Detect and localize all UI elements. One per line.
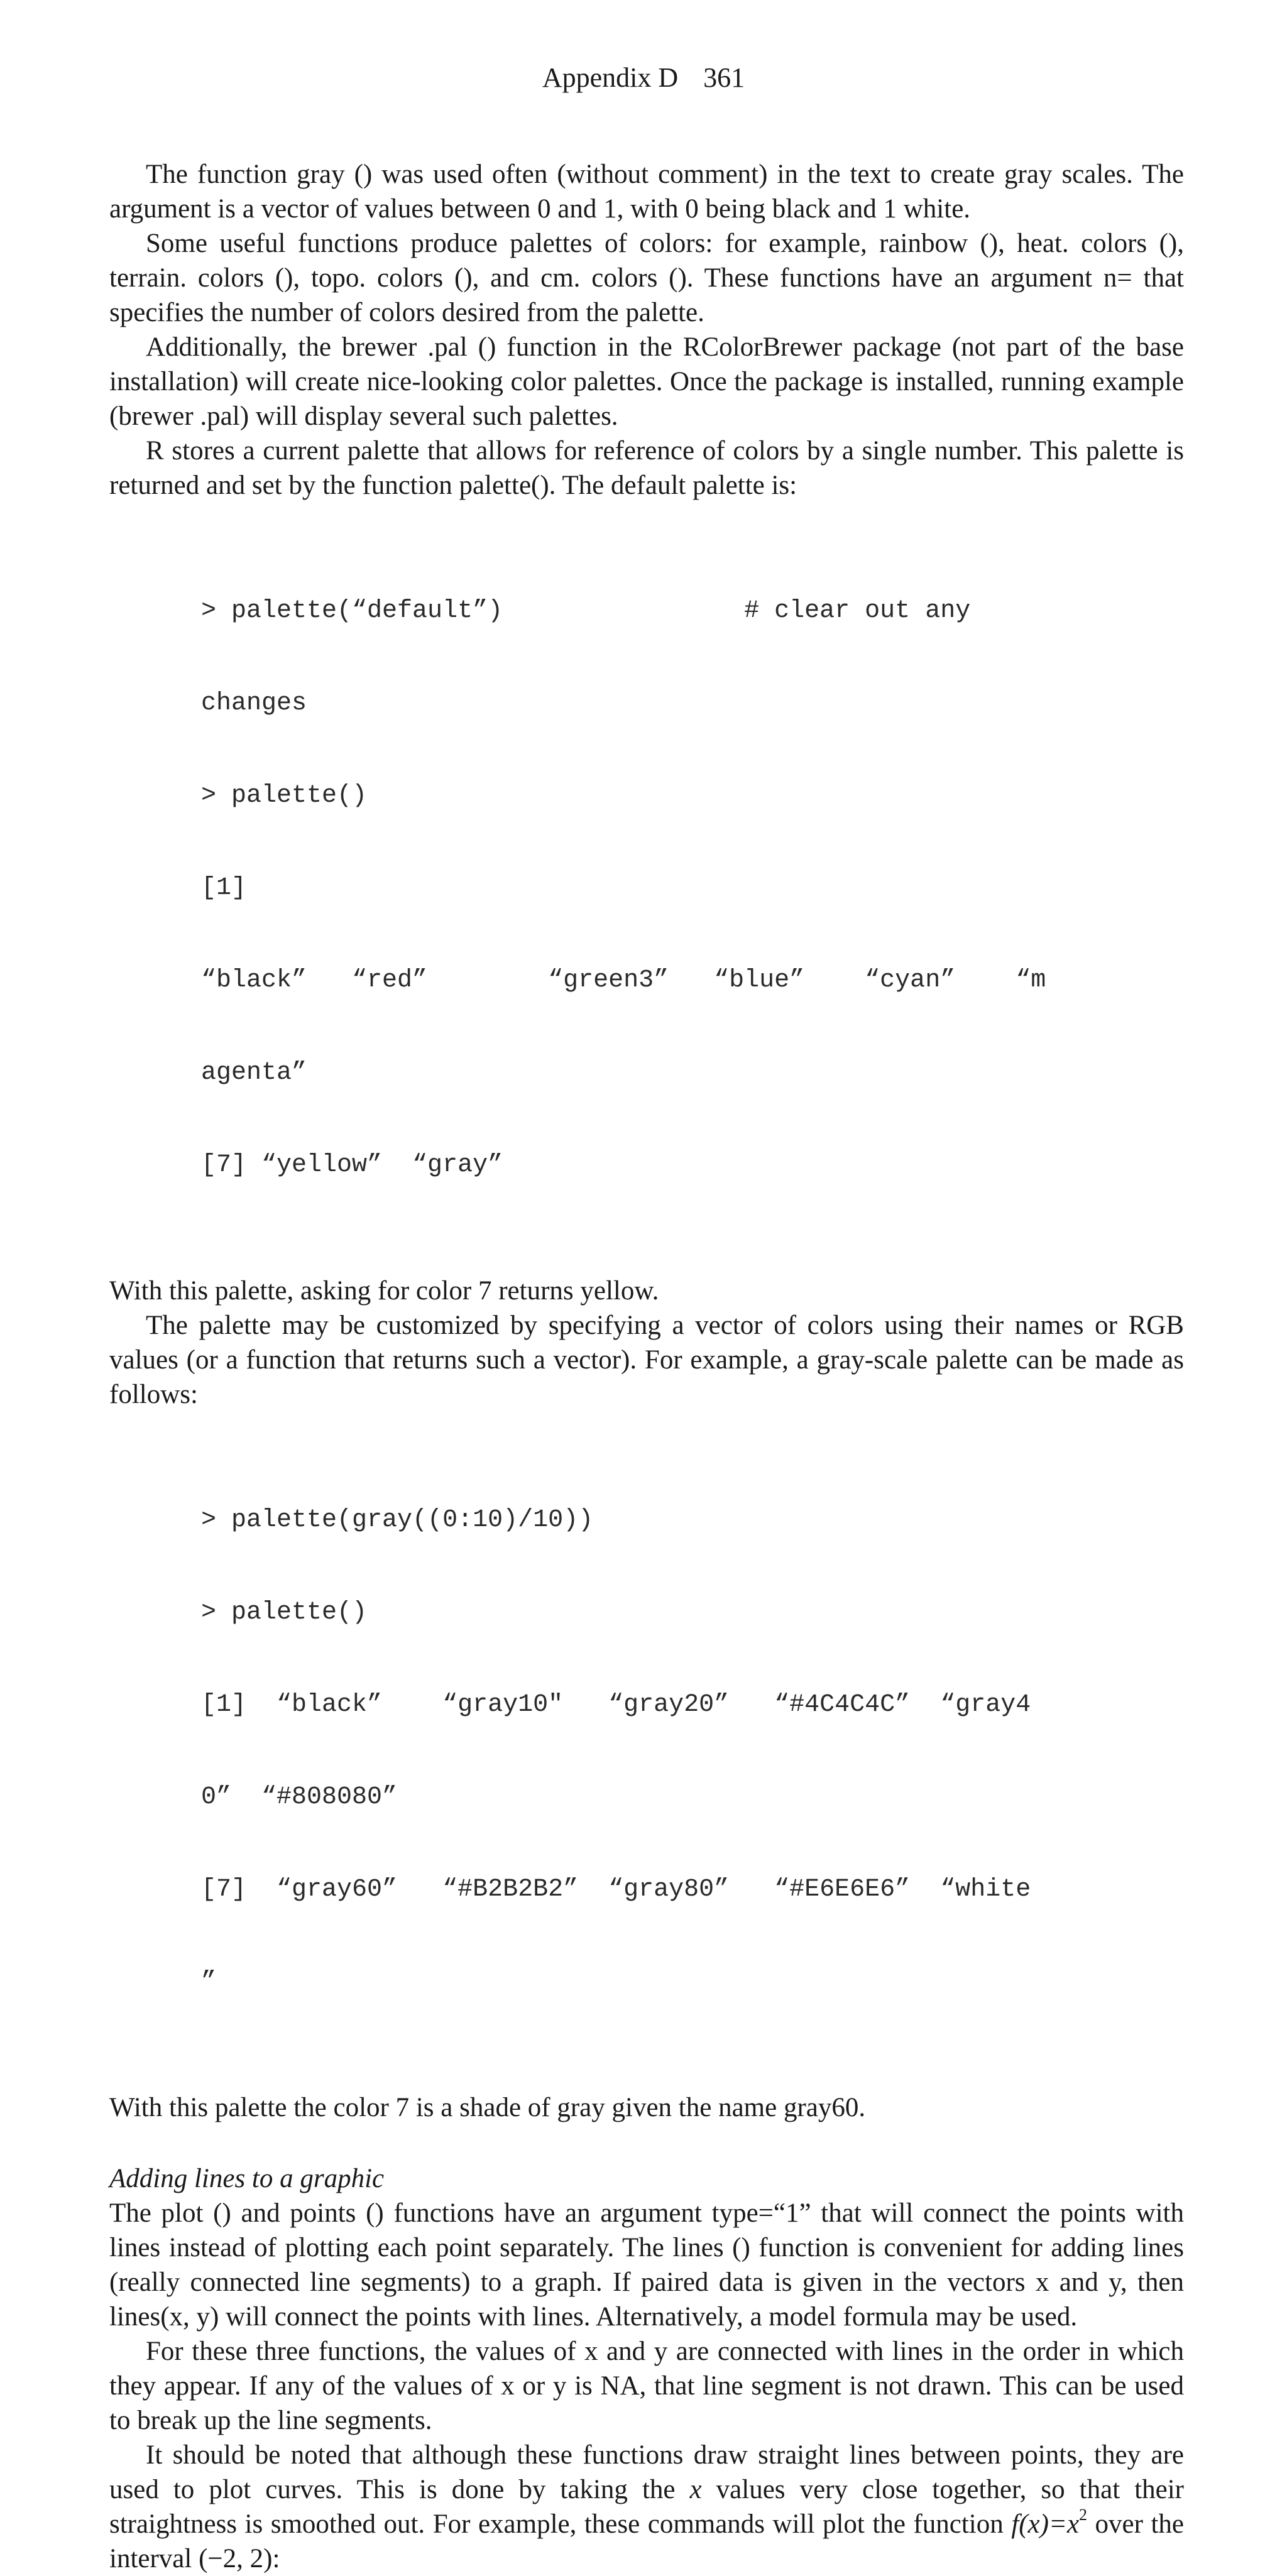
- paragraph-palette-functions: Some useful functions produce palettes of colors: for example, rainbow (), heat. colors (), terrain. colors (), topo. colors (), and cm. colors (). These functions have an argument n= that specifies the number of colors desired from the palette.: [109, 229, 1184, 327]
- code-line: ”: [201, 1968, 217, 1996]
- code-line: “black” “red” “green3” “blue” “cyan” “m: [201, 966, 1046, 995]
- code-line: > palette(“default”) # clear out any: [201, 597, 971, 625]
- code-line: [1] “black” “gray10" “gray20” “#4C4C4C” “gray4: [201, 1691, 1031, 1719]
- paragraph-customize-palette: The palette may be customized by specifying a vector of colors using their names or RGB values (or a function that returns such a vector). For example, a gray-scale palette can be made as follows:: [109, 1311, 1184, 1409]
- code-line: changes: [201, 689, 307, 718]
- text-run: It should be noted that although these functions draw straight lines between points, they are used to plot curves. This is done by taking the: [109, 2440, 1184, 2504]
- code-line: [7] “gray60” “#B2B2B2” “gray80” “#E6E6E6” “white: [201, 1875, 1031, 1904]
- function-formula: f(x)=x: [1011, 2509, 1080, 2539]
- code-line: > palette(gray((0:10)/10)): [201, 1506, 594, 1534]
- paragraph-current-palette: R stores a current palette that allows for reference of colors by a single number. This palette is returned and set by the function palette(). The default palette is:: [109, 436, 1184, 500]
- page-number: 361: [703, 62, 745, 93]
- exponent: 2: [1079, 2506, 1088, 2524]
- text-run: values very close together, so that their straightness is smoothed out. For example, these commands will plot the function: [109, 2475, 1184, 2539]
- code-line: > palette(): [201, 1598, 368, 1627]
- paragraph-color-7-gray60: With this palette the color 7 is a shade of gray given the name gray60.: [109, 2093, 866, 2122]
- paragraph-color-7-yellow: With this palette, asking for color 7 returns yellow.: [109, 1276, 659, 1306]
- code-line: > palette(): [201, 782, 368, 810]
- running-title: Appendix D: [542, 62, 679, 93]
- code-line: 0” “#808080”: [201, 1783, 398, 1811]
- section-heading: Adding lines to a graphic: [109, 2164, 385, 2193]
- paragraph-plot-curves: [109, 2438, 1184, 2576]
- code-line: agenta”: [201, 1059, 307, 1087]
- text-run: over the interval (−2, 2):: [109, 2509, 1185, 2573]
- paragraph-line-order: For these three functions, the values of x and y are connected with lines in the order in which they appear. If any of the values of x or y is NA, that line segment is not drawn. This can be used to break up the line segments.: [109, 2337, 1184, 2435]
- code-line: [7] “yellow” “gray”: [201, 1151, 503, 1179]
- code-line: [1]: [201, 874, 247, 902]
- page-body: [109, 157, 1184, 2576]
- page-header: [0, 60, 1287, 96]
- code-block-gray-palette: [201, 1443, 1184, 2059]
- code-block-default-palette: [201, 534, 1184, 1242]
- paragraph-gray-function: The function gray () was used often (without comment) in the text to create gray scales. The argument is a vector of values between 0 and 1, with 0 being black and 1 white.: [109, 160, 1184, 224]
- italic-x: x: [689, 2475, 702, 2504]
- paragraph-rcolorbrewer: Additionally, the brewer .pal () function in the RColorBrewer package (not part of the base installation) will create nice-looking color palettes. Once the package is installed, running example (brewer .pal) will display several such palettes.: [109, 332, 1184, 431]
- paragraph-type-argument: The plot () and points () functions have an argument type=“1” that will connect the points with lines instead of plotting each point separately. The lines () function is convenient for adding lines (really connected line segments) to a graph. If paired data is given in the vectors x and y, then lines(x, y) will connect the points with lines. Alternatively, a model formula may be used.: [109, 2198, 1184, 2332]
